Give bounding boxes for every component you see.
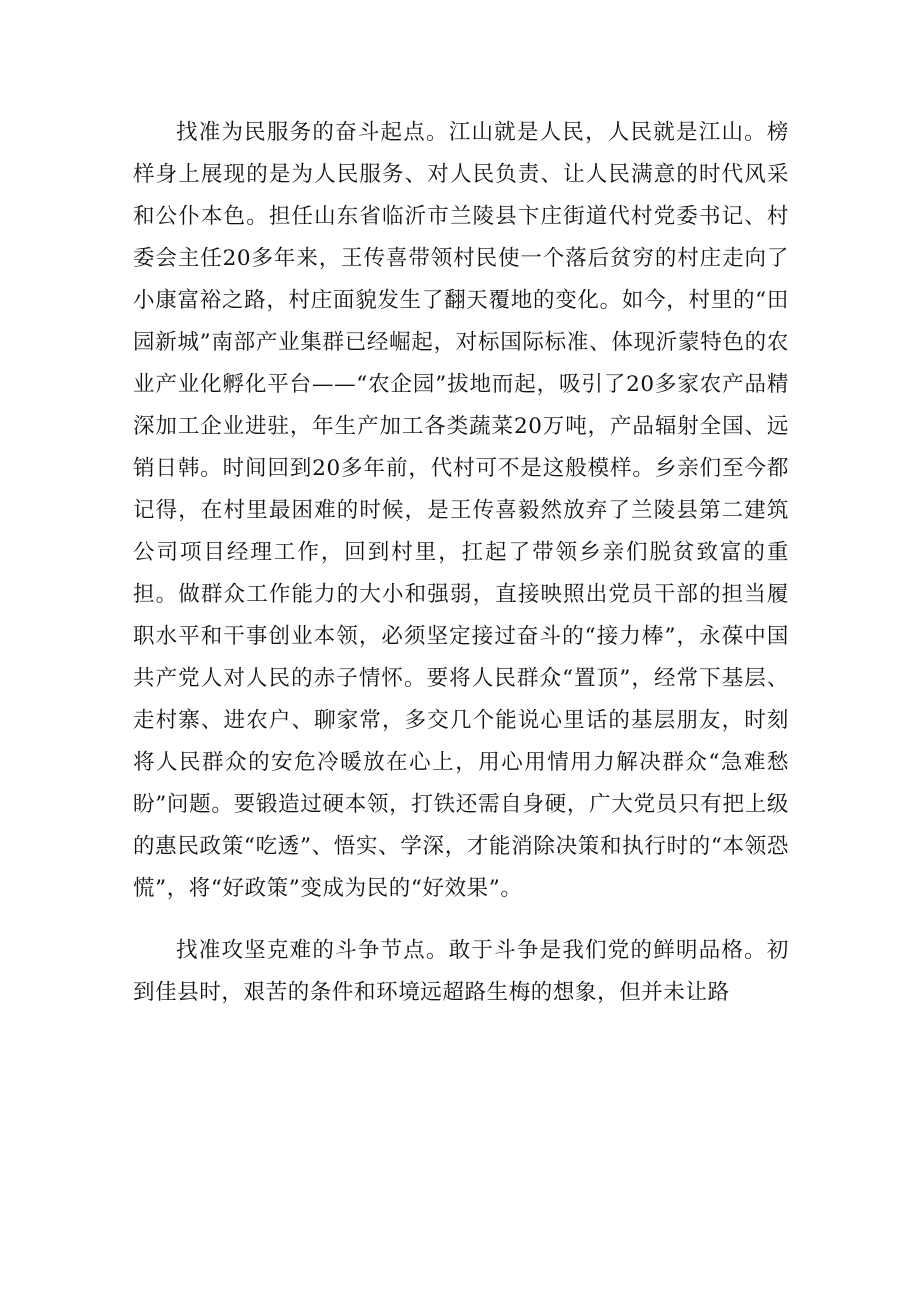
paragraph-struggle-node: 找准攻坚克难的斗争节点。敢于斗争是我们党的鲜明品格。初到佳县时，艰苦的条件和环境远超路生梅的想象，但并未让路 — [133, 938, 789, 1005]
document-body — [133, 112, 789, 1014]
paragraph-service-starting-point: 找准为民服务的奋斗起点。江山就是人民，人民就是江山。榜样身上展现的是为人民服务、对人民负责、让人民满意的时代风采和公仆本色。担任山东省临沂市兰陵县卞庄街道代村党委书记、村委会主任20多年来，王传喜带领村民使一个落后贫穷的村庄走向了小康富裕之路，村庄面貌发生了翻天覆地的变化。如今，村里的“田园新城”南部产业集群已经崛起，对标国际标准、体现沂蒙特色的农业产业化孵化平台——“农企园”拔地而起，吸引了20多家农产品精深加工企业进驻，年生产加工各类蔬菜20万吨，产品辐射全国、远销日韩。时间回到20多年前，代村可不是这般模样。乡亲们至今都记得，在村里最困难的时候，是王传喜毅然放弃了兰陵县第二建筑公司项目经理工作，回到村里，扛起了带领乡亲们脱贫致富的重担。做群众工作能力的大小和强弱，直接映照出党员干部的担当履职水平和干事创业本领，必须坚定接过奋斗的“接力棒”，永葆中国共产党人对人民的赤子情怀。要将人民群众“置顶”，经常下基层、走村寨、进农户、聊家常，多交几个能说心里话的基层朋友，时刻将人民群众的安危冷暖放在心上，用心用情用力解决群众“急难愁盼”问题。要锻造过硬本领，打铁还需自身硬，广大党员只有把上级的惠民政策“吃透”、悟实、学深，才能消除决策和执行时的“本领恐慌”，将“好政策”变成为民的“好效果”。 — [133, 120, 789, 901]
